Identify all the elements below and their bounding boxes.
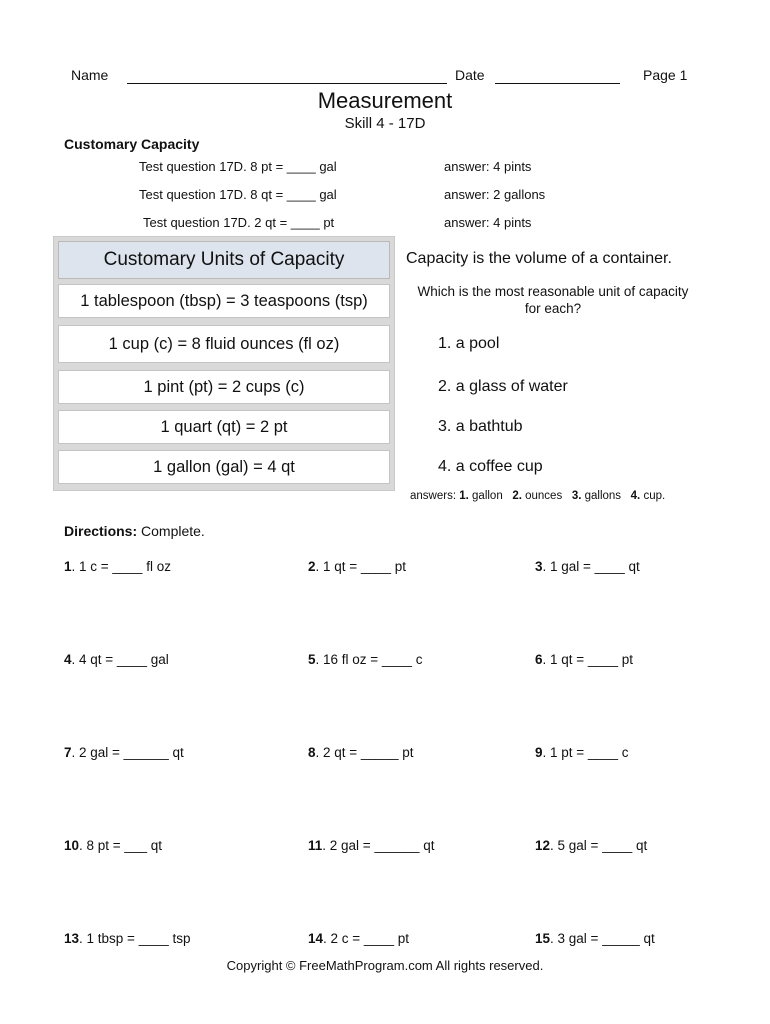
test-question: Test question 17D. 8 pt = ____ gal (139, 159, 337, 174)
capacity-question-line1: Which is the most reasonable unit of capacity (417, 284, 689, 299)
unit-row-cup: 1 cup (c) = 8 fluid ounces (fl oz) (58, 325, 390, 363)
problem-number: 1 (64, 559, 72, 574)
directions-label: Directions: (64, 523, 138, 539)
capacity-answers (410, 490, 665, 502)
problem-number: 5 (308, 652, 316, 667)
problem-number: 12 (535, 838, 551, 853)
page-subtitle: Skill 4 - 17D (344, 115, 426, 132)
problem-item[interactable] (535, 652, 633, 667)
capacity-item: 2. a glass of water (438, 378, 568, 395)
problem-item[interactable] (64, 559, 171, 574)
problem-item[interactable] (535, 559, 640, 574)
problem-text: . 3 gal = _____ qt (550, 931, 655, 946)
problem-item[interactable] (308, 559, 406, 574)
problem-number: 10 (64, 838, 80, 853)
problem-number: 2 (308, 559, 316, 574)
section-title: Customary Capacity (64, 136, 200, 152)
problem-number: 3 (535, 559, 543, 574)
answer-num: 3. (571, 490, 582, 502)
answer-text: cup. (643, 490, 666, 502)
test-question: Test question 17D. 8 qt = ____ gal (139, 187, 337, 202)
problem-item[interactable] (64, 745, 184, 760)
problem-text: . 1 gal = ____ qt (542, 559, 640, 574)
problem-number: 13 (64, 931, 80, 946)
answer-num: 2. (512, 490, 522, 502)
problem-text: . 8 pt = ___ qt (79, 838, 162, 853)
name-label: Name (71, 67, 109, 83)
capacity-item: 4. a coffee cup (438, 458, 543, 475)
problem-item[interactable] (64, 652, 169, 667)
problem-text: . 1 qt = ____ pt (542, 652, 633, 667)
answer-text: ounces (525, 490, 563, 502)
customary-units-box (53, 236, 395, 491)
problem-text: . 2 gal = ______ qt (71, 745, 184, 760)
unit-row-pint: 1 pint (pt) = 2 cups (c) (58, 370, 390, 404)
answer-num: 4. (630, 490, 641, 502)
problem-item[interactable] (535, 838, 647, 853)
date-field-line[interactable] (495, 70, 620, 84)
unit-row-tablespoon: 1 tablespoon (tbsp) = 3 teaspoons (tsp) (58, 284, 390, 318)
directions (64, 523, 205, 539)
problem-number: 8 (308, 745, 316, 760)
problem-text: . 16 fl oz = ____ c (315, 652, 423, 667)
test-question: Test question 17D. 2 qt = ____ pt (143, 215, 335, 230)
capacity-definition: Capacity is the volume of a container. (406, 250, 672, 267)
problem-number: 11 (308, 838, 323, 853)
problem-item[interactable] (64, 838, 162, 853)
problem-item[interactable] (308, 931, 409, 946)
problem-number: 4 (64, 652, 72, 667)
problem-text: . 5 gal = ____ qt (550, 838, 648, 853)
problem-text: . 1 tbsp = ____ tsp (79, 931, 191, 946)
test-answer: answer: 4 pints (444, 215, 532, 230)
problem-number: 6 (535, 652, 543, 667)
capacity-item: 3. a bathtub (438, 418, 523, 435)
problem-text: . 2 gal = ______ qt (322, 838, 435, 853)
problem-item[interactable] (308, 838, 435, 853)
date-label: Date (455, 67, 485, 83)
capacity-item: 1. a pool (438, 335, 500, 352)
answers-label: answers: (410, 490, 457, 502)
problem-text: . 2 qt = _____ pt (315, 745, 414, 760)
answer-text: gallons (584, 490, 622, 502)
page-number: Page 1 (643, 67, 688, 83)
problem-item[interactable] (535, 931, 655, 946)
problem-text: . 1 qt = ____ pt (315, 559, 406, 574)
test-answer: answer: 4 pints (444, 159, 532, 174)
copyright-footer: Copyright © FreeMathProgram.com All rights reserved. (226, 958, 544, 973)
problem-item[interactable] (308, 652, 422, 667)
page-title: Measurement (317, 88, 453, 113)
directions-text: Complete. (141, 523, 205, 539)
answer-num: 1. (459, 490, 469, 502)
answer-text: gallon (472, 490, 503, 502)
problem-text: . 1 c = ____ fl oz (71, 559, 171, 574)
problem-text: . 1 pt = ____ c (542, 745, 629, 760)
units-box-heading: Customary Units of Capacity (58, 241, 390, 279)
problem-number: 9 (535, 745, 543, 760)
unit-row-gallon: 1 gallon (gal) = 4 qt (58, 450, 390, 484)
problem-number: 14 (308, 931, 324, 946)
problem-text: . 4 qt = ____ gal (71, 652, 169, 667)
problem-item[interactable] (64, 931, 191, 946)
problem-number: 15 (535, 931, 551, 946)
unit-row-quart: 1 quart (qt) = 2 pt (58, 410, 390, 444)
test-answer: answer: 2 gallons (444, 187, 546, 202)
problem-item[interactable] (535, 745, 628, 760)
problem-number: 7 (64, 745, 72, 760)
problem-text: . 2 c = ____ pt (323, 931, 409, 946)
problem-item[interactable] (308, 745, 413, 760)
name-field-line[interactable] (127, 70, 447, 84)
capacity-question-line2: for each? (524, 301, 582, 316)
